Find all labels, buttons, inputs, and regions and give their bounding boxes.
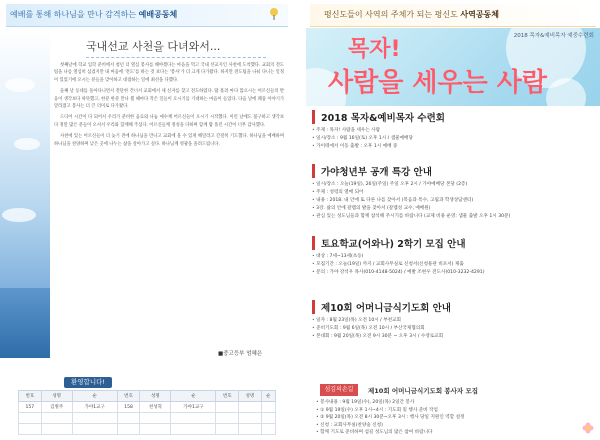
volunteer-line: • 신청 : 교회사무실(찬양숲 신청) bbox=[316, 422, 596, 430]
left-header-bold: 예배공동체 bbox=[138, 10, 178, 19]
section-line: • 주제 : 성령의 열매 되어 bbox=[312, 189, 596, 197]
volunteer-line: • 함께 기도로 준비하며 섬길 성도님의 많은 참여 바랍니다 bbox=[316, 429, 596, 437]
volunteer-tag: 섬김의손길 bbox=[320, 384, 358, 396]
volunteer-title: 제10회 어머니금식기도회 봉사자 모집 bbox=[368, 387, 479, 395]
section-line: • 모집기간 : 오늘(19일) 까지 / 교회사무실로 신청서(신청용관 비포서) 제출 bbox=[312, 261, 596, 269]
section-title: 가야청년부 공개 특강 안내 bbox=[312, 164, 596, 178]
left-header-text bbox=[10, 9, 177, 20]
table-cell bbox=[41, 413, 72, 424]
table-cell bbox=[41, 424, 72, 435]
volunteer-line: • 봉사내용 : 9월 19일(수), 20일(목) 2일간 봉사 bbox=[316, 399, 596, 407]
table-row bbox=[19, 402, 276, 413]
left-page bbox=[0, 0, 292, 440]
welcome-col-header: 번호 bbox=[117, 391, 140, 402]
table-cell bbox=[171, 424, 216, 435]
table-cell: 가야1교구 bbox=[72, 402, 117, 413]
welcome-col-header: 성명 bbox=[41, 391, 72, 402]
table-cell bbox=[239, 424, 262, 435]
welcome-col-header: 번호 bbox=[19, 391, 42, 402]
table-cell: 158 bbox=[117, 402, 140, 413]
article-paragraph: 첫째날에 학교 입학 준비에서 청년 더 열심 봉사를 해야겠다는 마음을 먹고 국내 선교지인 사천에 도착했다. 교회의 전도팀을 나름 열심히 섬겼지만 내 마음에 '전도'를 하는 것 보다는 '봉사'가 더 크게 다가왔다. 하지만 전도팀을 나눠 다니는 일정이 있었기에 오시는 분들을 맞이하고 대접하는 일에 최선을 다했다. bbox=[54, 63, 284, 83]
section-title: 2018 목자&예비목자 수련회 bbox=[312, 110, 596, 124]
table-cell bbox=[261, 402, 275, 413]
table-cell bbox=[117, 413, 140, 424]
left-article-title: 국내선교 사천을 다녀와서... bbox=[86, 38, 266, 58]
hero-subtitle: 2018 목자&예비목자 예중수련회 bbox=[513, 33, 594, 39]
table-cell bbox=[117, 424, 140, 435]
welcome-table bbox=[18, 390, 276, 435]
table-cell bbox=[216, 402, 239, 413]
article-paragraph: 드디어 시간이 다 되어서 우리가 준비한 음료와 나눔 예수께 어르신들이 오시기 시작했다. 이런 날에도 불구하고 생각보다 정말 많은 분들이 오셔서 우리와 함께해 주셨다. 어르신들께 정성을 다하며 함께 땀 흘린 시간이 너무 감사했다. bbox=[54, 115, 284, 128]
welcome-col-header: 성명 bbox=[239, 391, 262, 402]
left-article-body bbox=[54, 62, 284, 152]
section-prayer-meeting bbox=[312, 300, 596, 341]
table-cell bbox=[140, 413, 171, 424]
article-paragraph: 둘째 날 동네를 돌아다니면서 전단한 건너서 교회에서 새 신자를 찾고 전도하였다. 땀 흘려 마다 않으시는 어르신들의 반응이 생각보다 따뜻했고, 한분 한분 만나 뵐 때마다 작은 일들이 오시기를 기대하는 마음이 들었다. 다음 날에 폐품 이야기가 달라졌고 봉사는 더 큰 의미로 다가왔다. bbox=[54, 89, 284, 110]
table-cell bbox=[239, 402, 262, 413]
section-line: • 본대회 : 9월 20일(목) 오전 9시 30분 ~ 오후 3시 / 수영로교회 bbox=[312, 333, 596, 341]
right-page bbox=[306, 0, 600, 440]
section-line: • 가이테에서 이동 출발 : 오후 1시 예배 중 bbox=[312, 143, 596, 151]
section-line: • 내용 : 2018. 내 안에 또 다른 나를 찾아서 (복음과 특수, 고립과 학생상담센터) bbox=[312, 197, 596, 205]
section-line: • 일시/장소 : 오늘(19일), 26일(주일) 주일 오후 2시 / 가야예배당 본당 (2층) bbox=[312, 181, 596, 189]
left-header bbox=[6, 4, 288, 27]
table-cell bbox=[19, 424, 42, 435]
welcome-header-row bbox=[19, 391, 276, 402]
table-cell bbox=[140, 424, 171, 435]
hero-title-line1: 목자! bbox=[348, 37, 401, 62]
table-cell bbox=[216, 424, 239, 435]
section-line: • 주제 : 목자! 사람을 세우는 사람 bbox=[312, 127, 596, 135]
section-saturday-school bbox=[312, 236, 596, 277]
section-line: • 3강. 삶의 안에 갈렙의 발을 찾아서 (갈렙성 교수, 예배원) bbox=[312, 205, 596, 213]
table-cell: 천성혁 bbox=[140, 402, 171, 413]
welcome-col-header: 성명 bbox=[140, 391, 171, 402]
sea-decor bbox=[0, 288, 50, 358]
welcome-title: 환영합니다! bbox=[64, 377, 112, 388]
section-line: • 관심 있는 성도님들과 함께 참석해 주시기를 바랍니다 (교제 비용 운영: 샘물 출발 오후 1시 30분) bbox=[312, 213, 596, 221]
table-cell bbox=[72, 424, 117, 435]
table-row bbox=[19, 413, 276, 424]
right-header-text bbox=[324, 9, 499, 20]
volunteer-line: • ② 9월 20일(목) 오전 8시 30분~오후 3시 : 행사 당일 지원인 역할 설정 bbox=[316, 414, 596, 422]
table-cell bbox=[239, 413, 262, 424]
right-header bbox=[310, 4, 596, 27]
hero-title-line2: 사람을 세우는 사람 bbox=[328, 68, 548, 98]
table-cell bbox=[19, 413, 42, 424]
welcome-col-header: 번호 bbox=[216, 391, 239, 402]
section-line: • 준비기도회 : 9월 6일(목) 오전 10시 / 부산국제협의회 bbox=[312, 325, 596, 333]
volunteer-details bbox=[316, 399, 596, 437]
section-line: • 일시/장소 : 9월 16일(토) 오후 1시 / 샘물예배당 bbox=[312, 135, 596, 143]
right-header-bold: 사역공동체 bbox=[460, 10, 500, 19]
table-cell: 김병주 bbox=[41, 402, 72, 413]
section-lecture bbox=[312, 164, 596, 221]
article-author: ■중고등부 엄혜은 bbox=[218, 351, 263, 357]
flower-icon bbox=[582, 422, 594, 434]
left-header-normal: 예배를 통해 하나님을 만나 감격하는 bbox=[10, 10, 139, 19]
section-title: 토요학교(어와나) 2학기 모집 안내 bbox=[312, 236, 596, 250]
section-line: • 문의 : 가야 강석우 목사(010-4148-5024) / 예발 조현우 전도사(010-3232-4291) bbox=[312, 269, 596, 277]
pin-icon bbox=[268, 7, 280, 21]
article-paragraph: 사천에 있는 어르신들이 더 늦기 전에 하나님을 만나고 교회에 올 수 있게 해달라고 간절히 기도했다. 하나님을 예배하며 하나님을 찬양하며 낮은 곳에 나누는 삶을 살아가고 싶다. 하나님께 영광을 올려드립니다. bbox=[54, 134, 284, 147]
section-line: • 일자 : 8월 23일(목) 오전 10시 / 부천교회 bbox=[312, 317, 596, 325]
table-cell bbox=[171, 413, 216, 424]
table-cell: 157 bbox=[19, 402, 42, 413]
welcome-col-header: 순 bbox=[261, 391, 275, 402]
volunteer-line: • ① 9월 19일(수) 오후 1시~4시 : 기도회 및 행사 준비 작업 bbox=[316, 407, 596, 415]
table-cell bbox=[261, 413, 275, 424]
table-cell: 가야1교구 bbox=[171, 402, 216, 413]
section-retreat bbox=[312, 110, 596, 151]
hero-banner bbox=[306, 28, 600, 106]
welcome-col-header: 순 bbox=[72, 391, 117, 402]
left-decor-sky bbox=[0, 28, 50, 358]
welcome-col-header: 순 bbox=[171, 391, 216, 402]
section-line: • 대상 : 7세~13세(초등) bbox=[312, 253, 596, 261]
section-title: 제10회 어머니금식기도회 안내 bbox=[312, 300, 596, 314]
table-cell bbox=[216, 413, 239, 424]
welcome-box bbox=[18, 377, 276, 435]
table-cell bbox=[72, 413, 117, 424]
table-row bbox=[19, 424, 276, 435]
volunteer-banner bbox=[320, 384, 600, 396]
table-cell bbox=[261, 424, 275, 435]
right-header-normal: 평신도들이 사역의 주체가 되는 평신도 bbox=[324, 10, 461, 19]
